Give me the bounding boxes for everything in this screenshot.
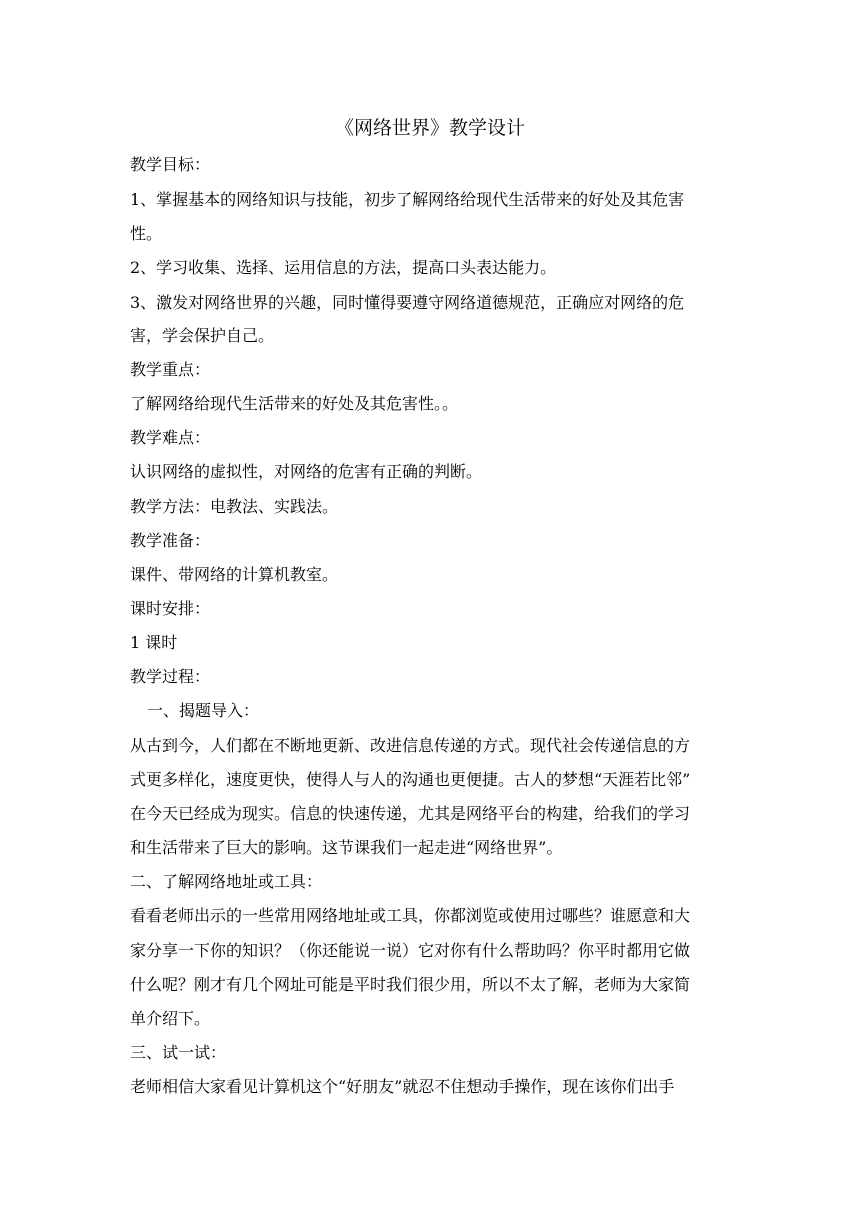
heading-preparation: 教学准备：	[130, 531, 211, 550]
section-1-para-line-3: 在今天已经成为现实。信息的快速传递，尤其是网络平台的构建，给我们的学习	[130, 804, 691, 823]
section-1-para-line-4: 和生活带来了巨大的影响。这节课我们一起走进“网络世界”。	[130, 838, 563, 857]
goal-1-line-1: 1、掌握基本的网络知识与技能，初步了解网络给现代生活带来的好处及其危害	[130, 190, 685, 209]
teaching-methods: 教学方法：电教法、实践法。	[130, 497, 339, 516]
goal-3-line-2: 害，学会保护自己。	[130, 326, 275, 345]
heading-schedule: 课时安排：	[130, 599, 211, 618]
section-3-heading: 三、试一试：	[130, 1043, 227, 1062]
section-2-para-line-3: 什么呢？刚才有几个网址可能是平时我们很少用，所以不太了解，老师为大家简	[130, 975, 691, 994]
section-3-para-line-1: 老师相信大家看见计算机这个“好朋友”就忍不住想动手操作，现在该你们出手	[130, 1077, 675, 1096]
section-2-heading: 二、了解网络地址或工具：	[130, 872, 323, 891]
schedule-text: 1 课时	[130, 633, 178, 652]
heading-key-points: 教学重点：	[130, 360, 211, 379]
heading-process: 教学过程：	[130, 667, 211, 686]
heading-teaching-goals: 教学目标：	[130, 155, 211, 174]
goal-1-line-2: 性。	[130, 224, 163, 243]
key-points-text: 了解网络给现代生活带来的好处及其危害性。。	[130, 394, 459, 413]
document-title: 《网络世界》教学设计	[334, 117, 525, 139]
section-1-heading: 一、揭题导入：	[147, 701, 260, 720]
section-2-para-line-2: 家分享一下你的知识？（你还能说一说）它对你有什么帮助吗？你平时都用它做	[130, 941, 691, 960]
goal-2: 2、学习收集、选择、运用信息的方法，提高口头表达能力。	[130, 258, 557, 277]
section-1-para-line-1: 从古到今，人们都在不断地更新、改进信息传递的方式。现代社会传递信息的方	[130, 736, 691, 755]
difficulties-text: 认识网络的虚拟性，对网络的危害有正确的判断。	[130, 462, 483, 481]
heading-difficulties: 教学难点：	[130, 428, 211, 447]
section-2-para-line-1: 看看老师出示的一些常用网络地址或工具，你都浏览或使用过哪些？谁愿意和大	[130, 906, 691, 925]
preparation-text: 课件、带网络的计算机教室。	[130, 565, 339, 584]
section-2-para-line-4: 单介绍下。	[130, 1009, 211, 1028]
goal-3-line-1: 3、激发对网络世界的兴趣，同时懂得要遵守网络道德规范，正确应对网络的危	[130, 293, 685, 312]
section-1-para-line-2: 式更多样化，速度更快，使得人与人的沟通也更便捷。古人的梦想“天涯若比邻”	[130, 770, 691, 789]
